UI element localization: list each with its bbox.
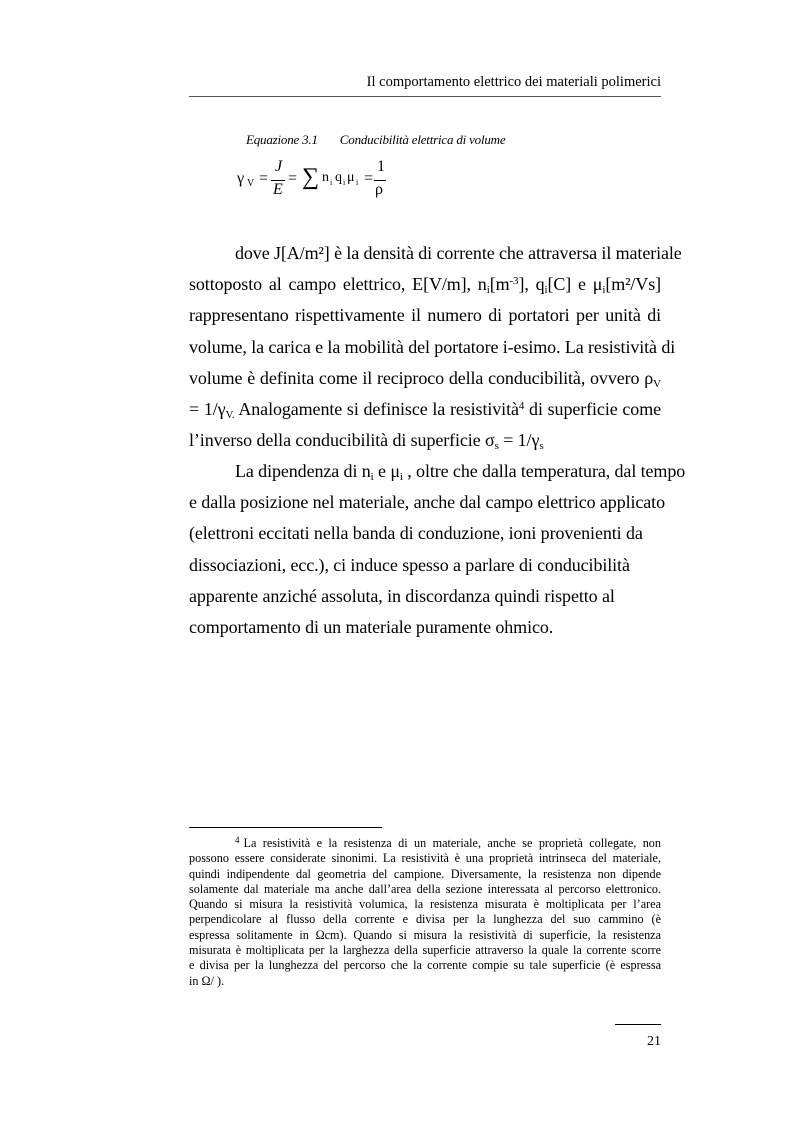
p2-line-1: La dipendenza di $n_i$ e $\mu_i$ , oltre che dalla temperatura, dal tempo: [235, 461, 686, 483]
formula-numerator-j: J: [275, 158, 283, 175]
p2-line-5: apparente anziché assoluta, in discordanza quindi rispetto al: [189, 585, 615, 606]
header-rule: [189, 96, 661, 97]
equation-label: Equazione 3.1: [246, 132, 318, 147]
footnote-line-5: Quando si misura la resistività volumica, la resistenza misurata è moltiplicata per l’area: [189, 897, 661, 912]
footnote-line-7: espressa solitamente in Ωcm). Quando si misura la resistività di superficie, la resistenza: [189, 927, 661, 942]
footnote-line-1: $^4$ La resistività e la resistenza di un materiale, anche se proprietà collegate, non: [235, 835, 661, 850]
p2-line-3: (elettroni eccitati nella banda di conduzione, ioni provenienti da: [189, 523, 643, 544]
p1-line-2: sottoposto al campo elettrico, E[V/m], $n_i[m^{-3}]$, $q_i[C]$ e $\mu_i[m^2/Vs]$: [189, 274, 662, 297]
footnote-line-3: quindi indipendente dal geometria del campione. Diversamente, la resistenza non dipende: [189, 866, 661, 881]
paragraph-1: [189, 238, 682, 456]
footnote-line-2: possono essere considerate sinonimi. La resistività è una proprietà intrinseca del materiale,: [189, 851, 661, 866]
p2-line-6: comportamento di un materiale puramente ohmico.: [189, 616, 554, 637]
formula-n-sub: i: [330, 178, 333, 187]
formula-numerator-one: 1: [377, 158, 385, 175]
p1-line-1: dove J[A/m²] è la densità di corrente che attraversa il materiale: [235, 243, 682, 263]
formula-sum-sign: ∑: [302, 164, 320, 190]
p1-line-4: volume, la carica e la mobilità del portatore i-esimo. La resistività di: [189, 336, 676, 357]
formula-sub-v: V: [247, 178, 255, 189]
p1-line-5: volume è definita come il reciproco della conducibilità, ovvero $\rho_V$: [189, 367, 661, 390]
formula-eq-3: =: [364, 170, 374, 187]
formula-gamma: γ: [237, 170, 245, 187]
footnote-line-8: misurata è moltiplicata per la larghezza della superficie attraverso la quale la corrente scorre: [189, 943, 661, 958]
footnote-line-6: perpendicolare al flusso della corrente e divisa per la lunghezza del suo cammino (è: [189, 912, 661, 927]
formula-denominator-rho: ρ: [375, 181, 383, 198]
conductivity-formula: [237, 158, 457, 202]
formula-mu: μ: [347, 170, 355, 185]
p2-line-2: e dalla posizione nel materiale, anche dal campo elettrico applicato: [189, 492, 665, 513]
formula-q: q: [335, 170, 342, 185]
footnote-separator: [189, 827, 382, 828]
footnote-line-9: e divisa per la lunghezza del percorso che la corrente compie su tale superficie (è espressa: [189, 958, 661, 973]
footnote-line-10: in Ω/ ).: [189, 973, 225, 988]
footnote-line-4: solamente dal materiale ma anche dall’area della sezione interessata al percorso elettronico.: [189, 881, 661, 896]
p1-line-3: rappresentano rispettivamente il numero di portatori per unità di: [189, 305, 661, 326]
p1-line-6: = $1/\gamma_{V.}$ Analogamente si definisce la resistività$^4$ di superficie come: [189, 398, 661, 421]
paragraph-2: [189, 456, 686, 643]
running-title: Il comportamento elettrico dei materiali polimerici: [366, 74, 661, 90]
equation-caption: [246, 132, 505, 148]
formula-eq-1: =: [259, 170, 269, 187]
formula-n: n: [322, 170, 329, 185]
formula-eq-2: =: [288, 170, 298, 187]
formula-denominator-e: E: [273, 181, 283, 198]
equation-title: Conducibilità elettrica di volume: [339, 132, 506, 147]
footnote: [189, 836, 661, 989]
page-number-rule: [615, 1024, 661, 1025]
page-number: 21: [647, 1034, 661, 1049]
p1-line-7: l’inverso della conducibilità di superficie $\sigma_s = 1/\gamma_s$: [189, 430, 544, 453]
formula-mu-sub: i: [356, 178, 359, 187]
p2-line-4: dissociazioni, ecc.), ci induce spesso a parlare di conducibilità: [189, 554, 630, 575]
footnote-reference: 4: [518, 399, 525, 412]
footnote-mark: 4: [235, 835, 240, 845]
formula-q-sub: i: [343, 178, 346, 187]
